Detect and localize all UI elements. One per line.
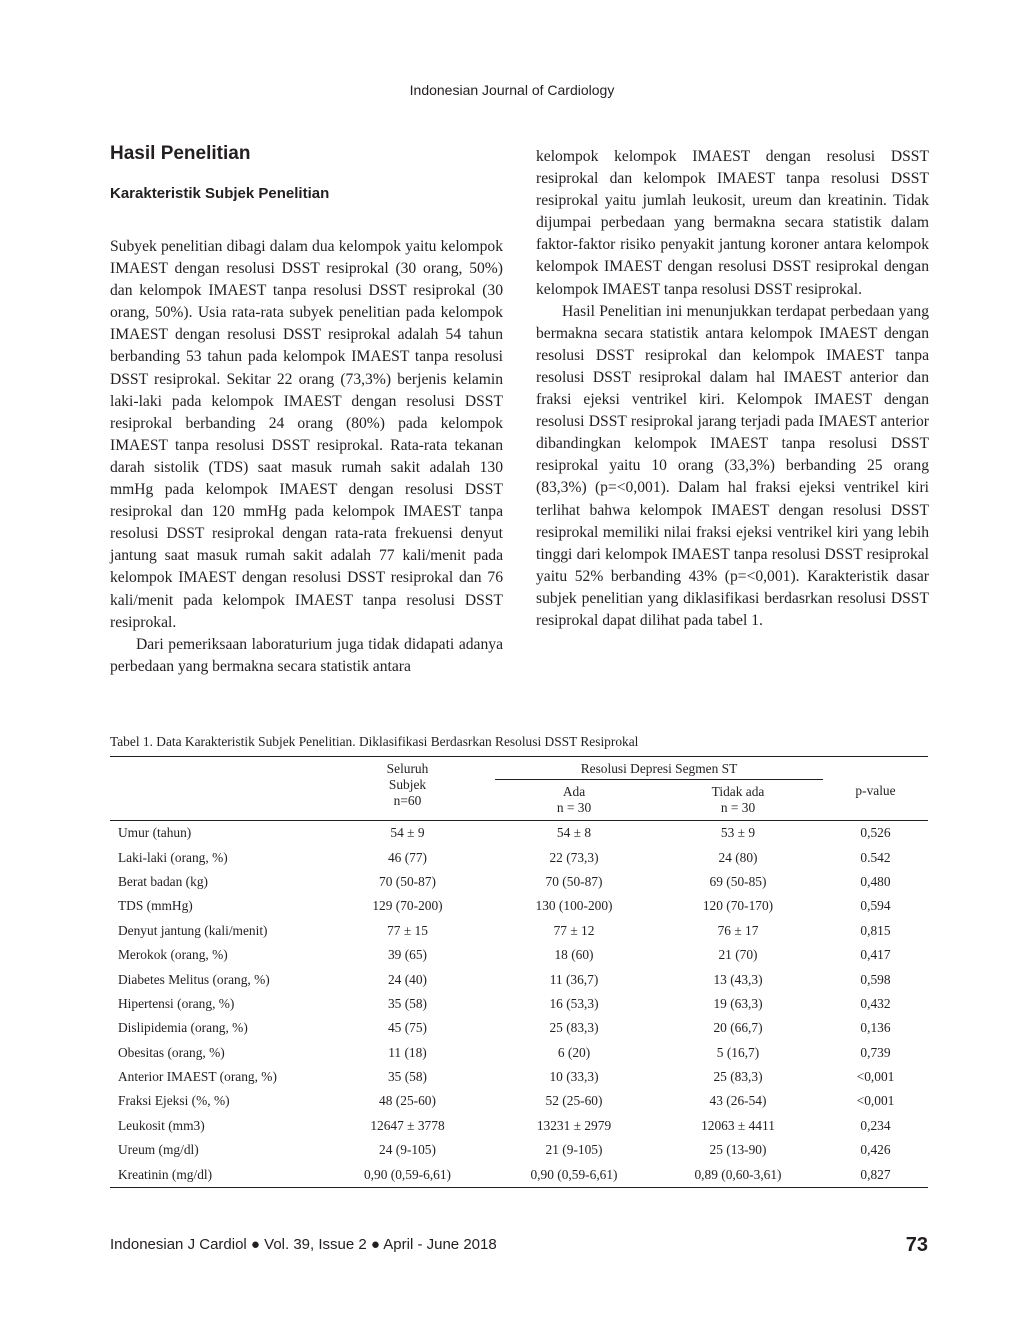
row-label: Diabetes Melitus (orang, %): [118, 971, 270, 987]
cell-tidak-ada: 43 (26-54): [709, 1093, 767, 1109]
cell-ada: 13231 ± 2979: [536, 1117, 612, 1133]
cell-p-value: 0.542: [860, 849, 891, 865]
table-row: [110, 894, 928, 918]
row-label: Leukosit (mm3): [118, 1117, 205, 1133]
cell-all-subjects: 0,90 (0,59-6,61): [363, 1166, 452, 1182]
table-row: [110, 1162, 928, 1187]
table-row: [110, 845, 928, 869]
cell-p-value: 0,739: [860, 1044, 891, 1060]
cell-tidak-ada: 19 (63,3): [713, 995, 763, 1011]
cell-p-value: 0,598: [860, 971, 891, 987]
table-row: [110, 870, 928, 894]
table-row: [110, 1065, 928, 1089]
cell-ada: 77 ± 12: [553, 922, 595, 938]
cell-p-value: <0,001: [856, 1069, 895, 1085]
table-caption: Tabel 1. Data Karakteristik Subjek Penelitian. Diklasifikasi Berdasrkan Resolusi DSST Resiprokal: [110, 734, 639, 749]
cell-tidak-ada: 0,89 (0,60-3,61): [694, 1166, 782, 1182]
cell-ada: 54 ± 8: [556, 825, 592, 841]
table-row: [110, 992, 928, 1016]
cell-p-value: 0,594: [860, 898, 891, 914]
cell-p-value: 0,432: [860, 995, 891, 1011]
cell-all-subjects: 24 (40): [387, 971, 428, 987]
table-row: [110, 1114, 928, 1138]
characteristics-table: [110, 756, 928, 1188]
cell-p-value: 0,480: [860, 873, 891, 889]
table-row: [110, 943, 928, 967]
row-label: Kreatinin (mg/dl): [118, 1166, 213, 1182]
table-row: [110, 919, 928, 943]
cell-tidak-ada: 25 (13-90): [709, 1142, 767, 1158]
cell-p-value: 0,234: [860, 1117, 891, 1133]
left-column: [110, 142, 503, 678]
cell-all-subjects: 129 (70-200): [372, 898, 443, 914]
body-paragraph: Dari pemeriksaan laboraturium juga tidak didapati adanya perbedaan yang bermakna secara statistik antara: [110, 635, 503, 675]
cell-p-value: 0,426: [860, 1142, 891, 1158]
row-label: Umur (tahun): [118, 825, 192, 841]
cell-all-subjects: 77 ± 15: [387, 922, 428, 938]
table-row: [110, 1041, 928, 1065]
header-tidak-n: n = 30: [720, 800, 756, 815]
header-tidak: [653, 780, 823, 821]
cell-tidak-ada: 69 (50-85): [709, 873, 767, 889]
table-row: [110, 821, 928, 846]
cell-all-subjects: 45 (75): [387, 1020, 428, 1036]
cell-ada: 16 (53,3): [549, 995, 599, 1011]
cell-ada: 22 (73,3): [549, 849, 599, 865]
cell-ada: 25 (83,3): [549, 1020, 599, 1036]
cell-all-subjects: 24 (9-105): [379, 1142, 436, 1158]
cell-tidak-ada: 25 (83,3): [713, 1069, 763, 1085]
cell-ada: 18 (60): [554, 947, 594, 963]
header-all-line3: n=60: [393, 793, 422, 808]
header-all-subjects: [320, 757, 495, 821]
cell-all-subjects: 12647 ± 3778: [370, 1117, 445, 1133]
body-paragraph: Hasil Penelitian ini menunjukkan terdapat perbedaan yang bermakna secara statistik antara kelompok IMAEST dengan resolusi DSST resiprokal dan kelompok IMAEST tanpa resolusi DSST resiprokal dalam hal IMAEST anterior dan fraksi ejeksi ventrikel kiri. Kelompok IMAEST dengan resolusi DSST resiprokal jarang terjadi pada IMAEST anterior dibandingkan kelompok IMAEST tanpa resolusi DSST resiprokal yaitu 10 orang (33,3%) berbanding 25 orang (83,3%) (p=<0,001). Dalam hal fraksi ejeksi ventrikel kiri terlihat bahwa kelompok IMAEST dengan resolusi DSST resiprokal memiliki nilai fraksi ejeksi ventrikel kiri yang lebih tinggi dari kelompok IMAEST tanpa resolusi DSST resiprokal yaitu 52% berbanding 43% (p=<0,001). Karakteristik dasar subjek penelitian yang diklasifikasi berdasrkan resolusi DSST resiprokal dapat dilihat pada tabel 1.: [536, 302, 929, 629]
section-title: Hasil Penelitian: [110, 143, 251, 164]
row-label: Dislipidemia (orang, %): [118, 1020, 248, 1036]
table-row: [110, 1016, 928, 1040]
cell-ada: 11 (36,7): [549, 971, 599, 987]
cell-all-subjects: 54 ± 9: [390, 825, 425, 841]
table-row: [110, 1138, 928, 1162]
cell-all-subjects: 48 (25-60): [379, 1093, 436, 1109]
row-label: Anterior IMAEST (orang, %): [118, 1069, 277, 1085]
row-label: Laki-laki (orang, %): [118, 849, 228, 865]
header-all-line2: Subjek: [388, 777, 427, 792]
cell-all-subjects: 11 (18): [388, 1044, 427, 1060]
table-row: [110, 1089, 928, 1113]
row-label: Obesitas (orang, %): [118, 1044, 225, 1060]
cell-ada: 70 (50-87): [545, 873, 603, 889]
row-label: TDS (mmHg): [118, 898, 193, 914]
cell-tidak-ada: 12063 ± 4411: [701, 1117, 775, 1133]
page-number: 73: [905, 1234, 928, 1256]
cell-p-value: 0,417: [860, 947, 891, 963]
cell-p-value: <0,001: [856, 1093, 895, 1109]
cell-p-value: 0,526: [860, 825, 891, 841]
header-group: Resolusi Depresi Segmen ST: [495, 757, 823, 780]
cell-tidak-ada: 76 ± 17: [717, 922, 759, 938]
body-paragraph: kelompok kelompok IMAEST dengan resolusi DSST resiprokal dan kelompok IMAEST tanpa resolusi DSST resiprokal yaitu jumlah leukosit, ureum dan kreatinin. Tidak dijumpai perbedaan yang bermakna secara statistik dalam faktor-faktor risiko penyakit jantung koroner antara kelompok kelompok IMAEST dengan resolusi DSST resiprokal dengan kelompok IMAEST tanpa resolusi DSST resiprokal.: [536, 148, 929, 298]
right-column: [536, 146, 929, 632]
header-empty: [110, 757, 320, 780]
row-label: Denyut jantung (kali/menit): [118, 922, 268, 938]
cell-tidak-ada: 5 (16,7): [716, 1044, 760, 1060]
cell-p-value: 0,815: [860, 922, 891, 938]
cell-all-subjects: 35 (58): [387, 1069, 428, 1085]
header-ada-label: Ada: [562, 784, 586, 799]
row-label: Hipertensi (orang, %): [118, 995, 235, 1011]
header-p-value: p-value: [855, 782, 896, 798]
cell-all-subjects: 35 (58): [387, 995, 428, 1011]
cell-ada: 0,90 (0,59-6,61): [530, 1166, 618, 1182]
row-label: Merokok (orang, %): [118, 947, 228, 963]
cell-p-value: 0,136: [860, 1020, 891, 1036]
header-ada-n: n = 30: [556, 800, 592, 815]
running-head: Indonesian Journal of Cardiology: [409, 82, 615, 98]
row-label: Ureum (mg/dl): [118, 1142, 199, 1158]
cell-ada: 130 (100-200): [535, 898, 613, 914]
cell-all-subjects: 70 (50-87): [379, 873, 436, 889]
header-ada: [495, 780, 653, 821]
header-all-line1: Seluruh: [386, 761, 429, 776]
footer-citation: Indonesian J Cardiol ● Vol. 39, Issue 2 ● April - June 2018: [110, 1236, 497, 1253]
cell-tidak-ada: 20 (66,7): [713, 1020, 763, 1036]
table-row: [110, 967, 928, 991]
subsection-title: Karakteristik Subjek Penelitian: [110, 185, 330, 202]
row-label: Fraksi Ejeksi (%, %): [118, 1093, 230, 1109]
cell-tidak-ada: 120 (70-170): [702, 898, 774, 914]
cell-tidak-ada: 24 (80): [718, 849, 758, 865]
cell-p-value: 0,827: [860, 1166, 891, 1182]
body-paragraph: Subyek penelitian dibagi dalam dua kelompok yaitu kelompok IMAEST dengan resolusi DSST resiprokal (30 orang, 50%) dan kelompok IMAEST tanpa resolusi DSST resiprokal (30 orang, 50%). Usia rata-rata subyek penelitian pada kelompok IMAEST dengan resolusi DSST resiprokal adalah 54 tahun berbanding 53 tahun pada kelompok IMAEST tanpa resolusi DSST resiprokal. Sekitar 22 orang (73,3%) berjenis kelamin laki-laki pada kelompok IMAEST dengan resolusi DSST resiprokal berbanding 24 orang (80%) pada kelompok IMAEST tanpa resolusi DSST resiprokal. Rata-rata tekanan darah sistolik (TDS) saat masuk rumah sakit adalah 130 mmHg pada kelompok IMAEST dengan resolusi DSST resiprokal dan 120 mmHg pada kelompok IMAEST tanpa resolusi DSST resiprokal dengan rata-rata frekuensi denyut jantung saat masuk rumah sakit adalah 77 kali/menit pada kelompok IMAEST dengan resolusi DSST resiprokal dan 76 kali/menit pada kelompok IMAEST tanpa resolusi DSST resiprokal.: [110, 238, 503, 631]
cell-ada: 6 (20): [557, 1044, 591, 1060]
header-tidak-label: Tidak ada: [711, 784, 765, 799]
cell-ada: 21 (9-105): [545, 1142, 603, 1158]
cell-tidak-ada: 13 (43,3): [713, 971, 763, 987]
cell-tidak-ada: 21 (70): [718, 947, 758, 963]
cell-all-subjects: 46 (77): [387, 849, 428, 865]
cell-ada: 10 (33,3): [549, 1069, 599, 1085]
cell-tidak-ada: 53 ± 9: [720, 825, 756, 841]
cell-all-subjects: 39 (65): [387, 947, 428, 963]
cell-ada: 52 (25-60): [545, 1093, 603, 1109]
row-label: Berat badan (kg): [118, 873, 208, 889]
